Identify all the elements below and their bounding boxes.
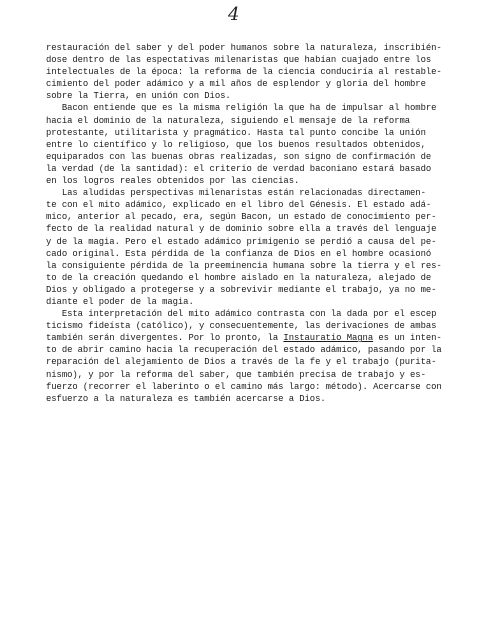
text-line: nismo), y por la reforma del saber, que también precisa de trabajo y es-: [46, 369, 426, 380]
text-line: restauración del saber y del poder humanos sobre la naturaleza, inscribién-: [46, 43, 442, 53]
text-line: fecto de la realidad natural y de dominio sobre ella a través del lenguaje: [46, 224, 437, 235]
text-line: diante el poder de la magia.: [46, 296, 194, 307]
text-line: equiparados con las buenas obras realizadas, son signo de confirmación de: [46, 151, 432, 162]
text-line: mico, anterior al pecado, era, según Bacon, un estado de conocimiento per-: [46, 212, 437, 223]
text-line: intelectuales de la época: la reforma de la ciencia conduciría al restable-: [46, 67, 442, 78]
text-line: [46, 332, 464, 344]
text-line: en los logros reales obtenidos por las ciencias.: [46, 176, 300, 187]
text-line: reparación del alejamiento de Dios a través de la fe y el trabajo (purita-: [46, 357, 437, 368]
text-line: y de la magia. Pero el estado adámico primigenio se perdió a causa del pe-: [46, 236, 437, 247]
text-line: to de la creación quedando el hombre aislado en la naturaleza, alejado de: [46, 272, 432, 283]
text-line: dose dentro de las espectativas milenaristas que habían cuajado entre los: [46, 55, 432, 66]
text-line: la consiguiente pérdida de la preeminencia humana sobre la tierra y el res-: [46, 260, 442, 271]
text-line: Dios y obligado a protegerse y a sobrevivir mediante el trabajo, ya no me-: [46, 284, 437, 295]
text-line: te con el mito adámico, explicado en el libro del Génesis. El estado adá-: [46, 200, 432, 211]
text-line: to de abrir camino hacia la recuperación del estado adámico, pasando por la: [46, 345, 442, 356]
body-text: [46, 42, 464, 405]
text-line: esfuerzo a la naturaleza es también acercarse a Dios.: [46, 393, 326, 404]
text-line: sobre la Tierra, en unión con Dios.: [46, 91, 231, 102]
text-segment: es un inten-: [373, 333, 442, 344]
text-line: hacia el dominio de la naturaleza, siguiendo el mensaje de la reforma: [46, 115, 411, 126]
text-line: ticismo fideísta (católico), y consecuentemente, las derivaciones de ambas: [46, 321, 437, 332]
page-number: 4: [228, 4, 240, 25]
text-line: entre lo científico y lo religioso, que los buenos resultados obtenidos,: [46, 139, 426, 150]
text-line: Las aludidas perspectivas milenaristas están relacionadas directamen-: [46, 188, 426, 199]
text-line: protestante, utilitarista y pragmático. Hasta tal punto concibe la unión: [46, 127, 426, 138]
text-line: cimiento del poder adámico y a mil años de esplendor y gloria del hombre: [46, 79, 426, 90]
text-line: Bacon entiende que es la misma religión la que ha de impulsar al hombre: [46, 103, 437, 114]
text-line: la verdad (de la santidad): el criterio de verdad baconiano estará basado: [46, 163, 432, 174]
text-line: fuerzo (recorrer el laberinto o el camino más largo: método). Acercarse con: [46, 381, 442, 392]
book-title: Instauratio Magna: [283, 333, 374, 344]
text-line: Esta interpretación del mito adámico contrasta con la dada por el escep: [46, 309, 437, 320]
text-segment: también serán divergentes. Por lo pronto, la: [46, 333, 284, 344]
text-line: cado original. Esta pérdida de la confianza de Dios en el hombre ocasionó: [46, 248, 432, 259]
